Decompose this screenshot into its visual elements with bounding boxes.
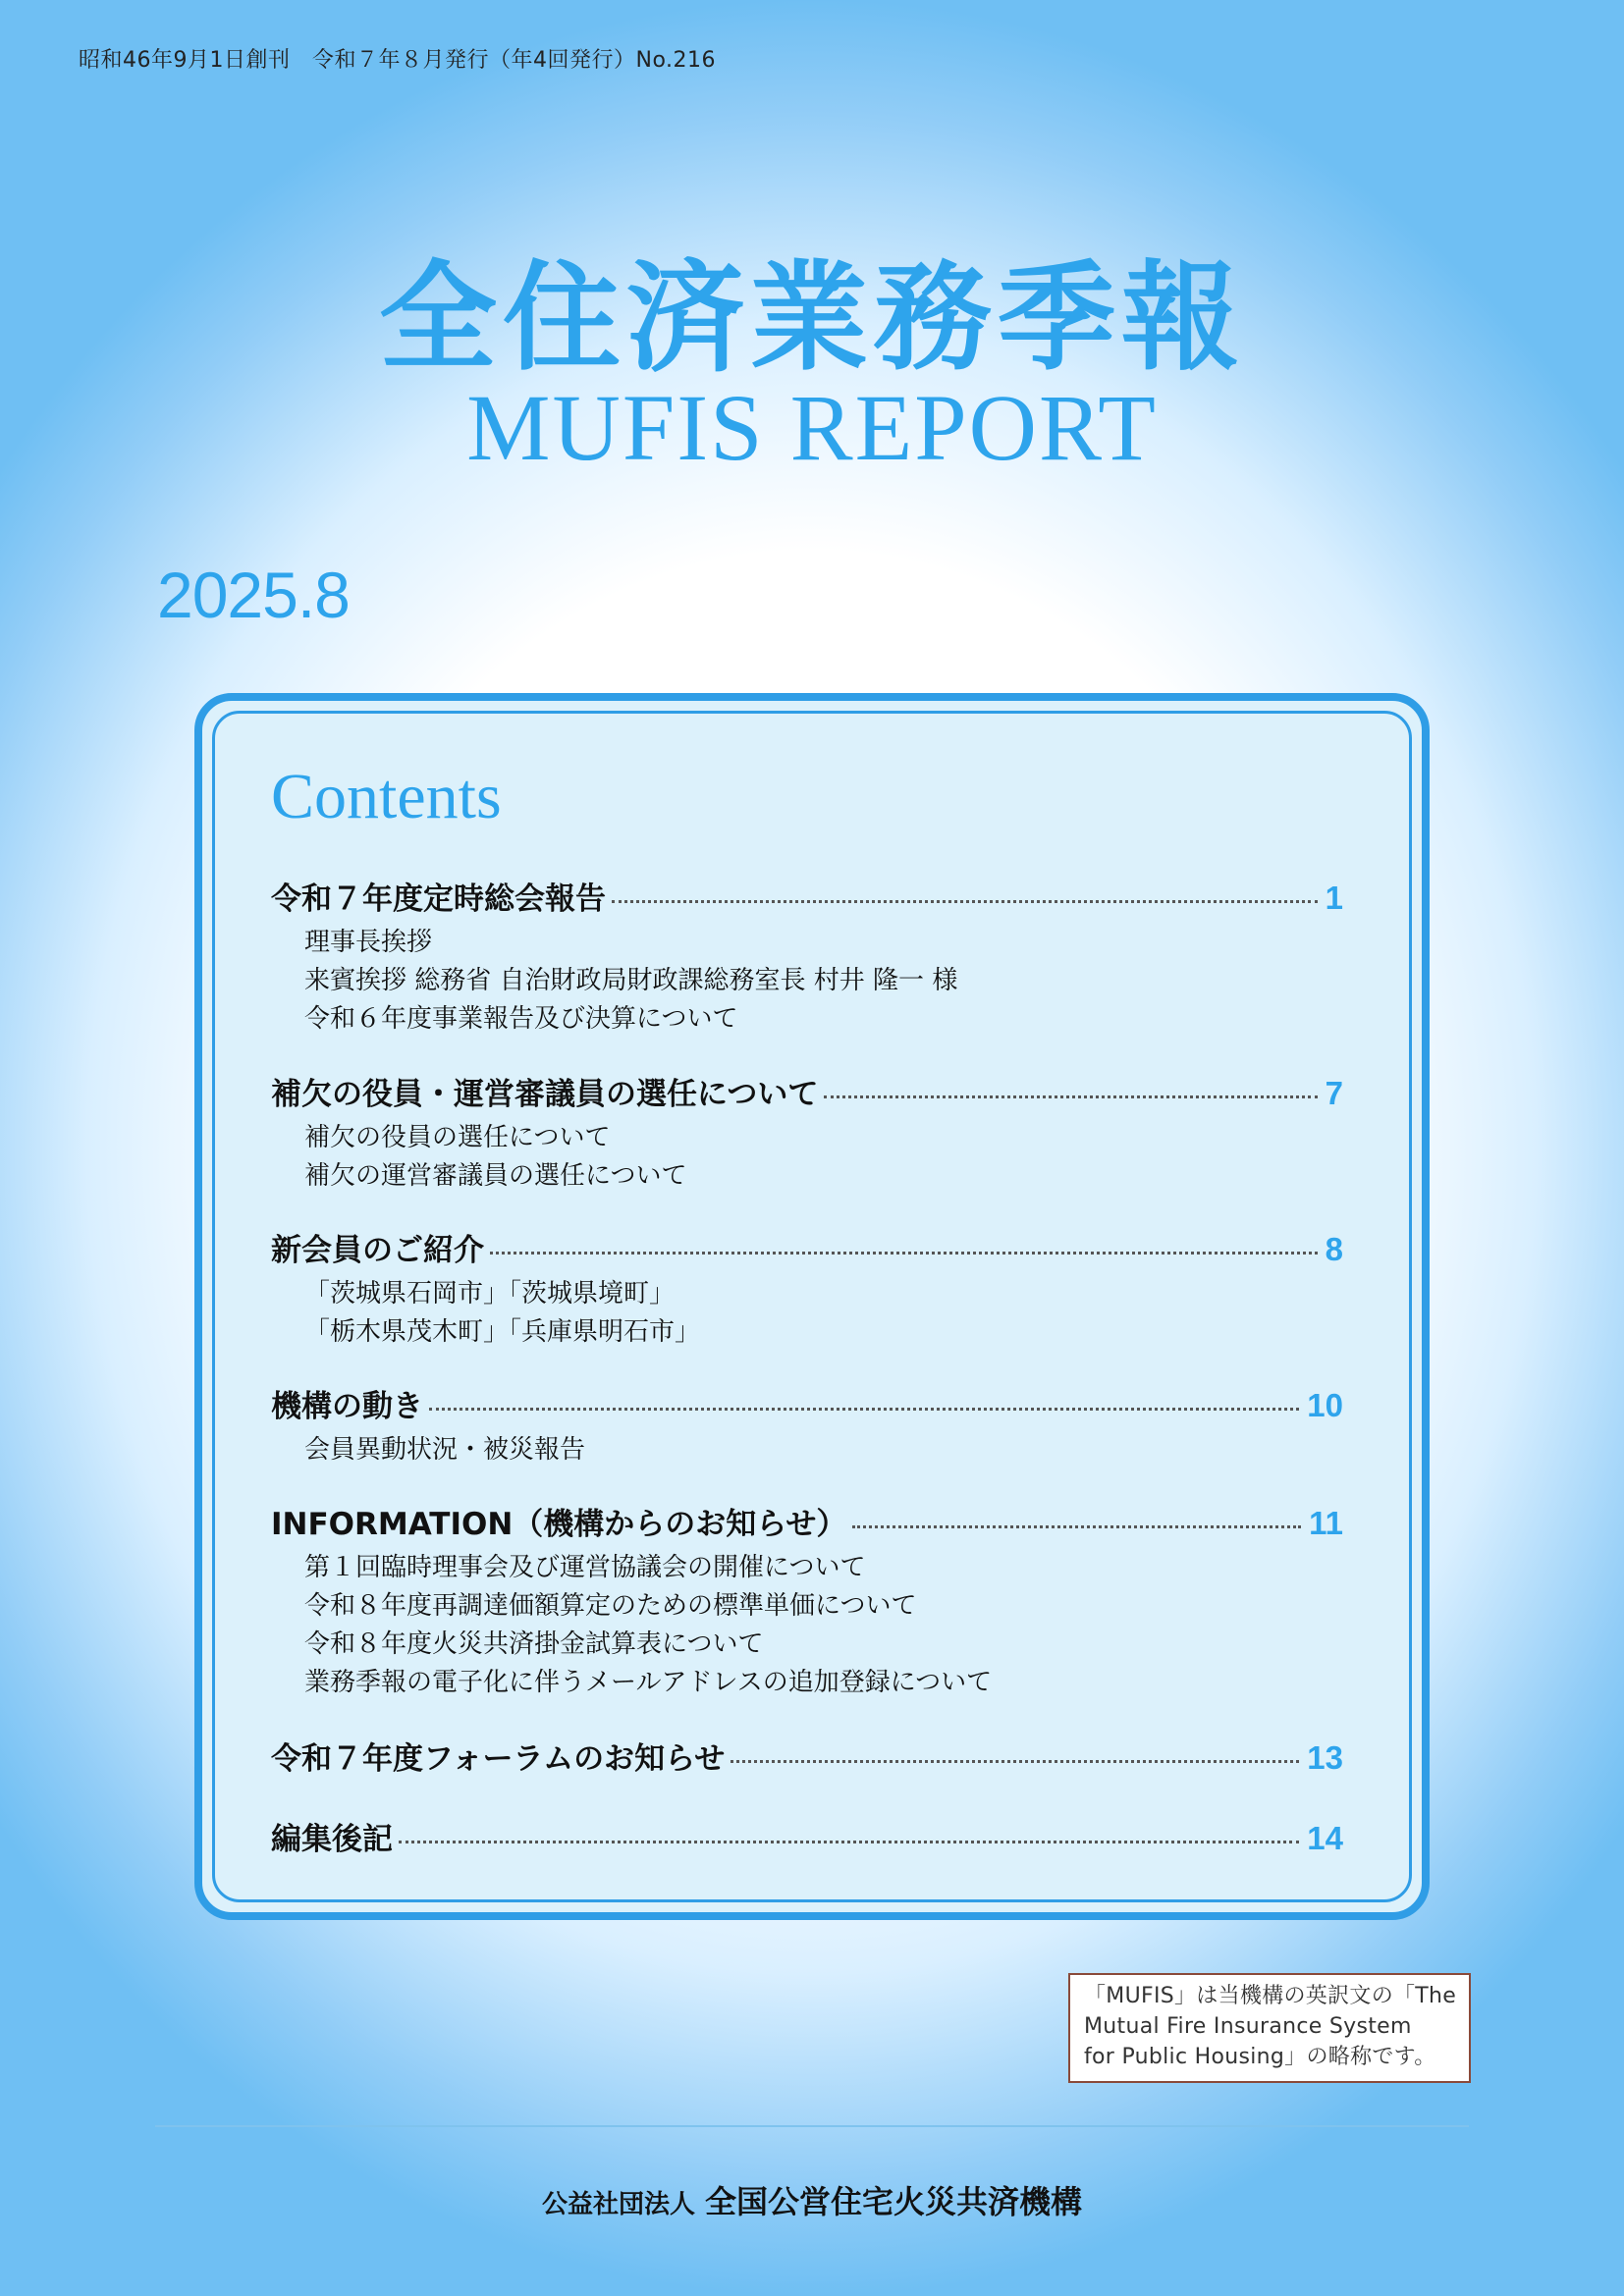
note-line: for Public Housing」の略称です。 (1084, 2045, 1436, 2069)
toc-subitem: 「茨城県石岡市」「茨城県境町」 (304, 1279, 676, 1308)
toc-leader (824, 1095, 1317, 1098)
toc-title: 機構の動き (271, 1389, 423, 1424)
contents-box (194, 693, 1430, 1920)
toc-leader (612, 899, 1318, 903)
toc-page-number: 13 (1307, 1739, 1343, 1776)
toc-subitem: 来賓挨拶 総務省 自治財政局財政課総務室長 村井 隆一 様 (304, 966, 958, 995)
toc-title: 編集後記 (271, 1822, 393, 1857)
toc-leader (731, 1759, 1299, 1763)
toc-subitem: 令和８年度火災共済掛金試算表について (304, 1629, 764, 1659)
toc-subitem: 理事長挨拶 (304, 928, 433, 957)
toc-title: 補欠の役員・運営審議員の選任について (271, 1077, 819, 1112)
abbreviation-note (1068, 1973, 1471, 2083)
toc-subitem: 補欠の役員の選任について (304, 1123, 611, 1152)
contents-heading: Contents (271, 761, 502, 832)
toc-subitem: 業務季報の電子化に伴うメールアドレスの追加登録について (304, 1668, 993, 1697)
toc-subitem: 補欠の運営審議員の選任について (304, 1161, 687, 1191)
toc-leader (490, 1251, 1318, 1255)
issue-date: 2025.8 (157, 559, 350, 631)
toc-page-number: 14 (1307, 1820, 1343, 1856)
publisher-prefix: 公益社団法人 (541, 2190, 695, 2219)
issue-line: 昭和46年9月1日創刊 令和７年８月発行（年4回発行）No.216 (79, 48, 717, 73)
toc-subitem: 第１回臨時理事会及び運営協議会の開催について (304, 1553, 866, 1582)
toc-title: INFORMATION（機構からのお知らせ） (271, 1507, 847, 1542)
toc-entry[interactable] (271, 1069, 1343, 1196)
toc-subitem: 会員異動状況・被災報告 (304, 1435, 586, 1465)
footer-divider (155, 2125, 1469, 2127)
publisher (0, 2177, 1624, 2222)
note-line: 「MUFIS」は当機構の英訳文の「The (1084, 1984, 1457, 2008)
toc-title: 令和７年度定時総会報告 (271, 881, 606, 917)
toc-entry[interactable] (271, 1814, 1343, 1858)
toc-entry[interactable] (271, 1499, 1343, 1702)
masthead-title-en: MUFIS REPORT (466, 375, 1158, 480)
toc-page-number: 7 (1325, 1075, 1343, 1111)
toc-entry[interactable] (271, 874, 1343, 1039)
publisher-name: 全国公営住宅火災共済機構 (705, 2183, 1083, 2220)
masthead-title-jp: 全住済業務季報 (379, 250, 1245, 387)
toc-page-number: 11 (1309, 1505, 1343, 1541)
toc-page-number: 8 (1325, 1231, 1343, 1267)
toc-title: 令和７年度フォーラムのお知らせ (271, 1741, 726, 1777)
toc-entry[interactable] (271, 1381, 1343, 1469)
toc-leader (852, 1524, 1301, 1528)
toc-page-number: 10 (1307, 1387, 1343, 1423)
toc-entry[interactable] (271, 1734, 1343, 1778)
toc-entry[interactable] (271, 1225, 1343, 1352)
toc-page-number: 1 (1325, 880, 1343, 916)
toc-leader (429, 1407, 1299, 1411)
toc-leader (399, 1840, 1299, 1843)
note-line: Mutual Fire Insurance System (1084, 2014, 1412, 2039)
toc-subitem: 令和８年度再調達価額算定のための標準単価について (304, 1591, 917, 1621)
toc-subitem: 令和６年度事業報告及び決算について (304, 1004, 738, 1034)
toc-subitem: 「栃木県茂木町」「兵庫県明石市」 (304, 1317, 701, 1347)
toc-title: 新会員のご紹介 (271, 1233, 484, 1268)
